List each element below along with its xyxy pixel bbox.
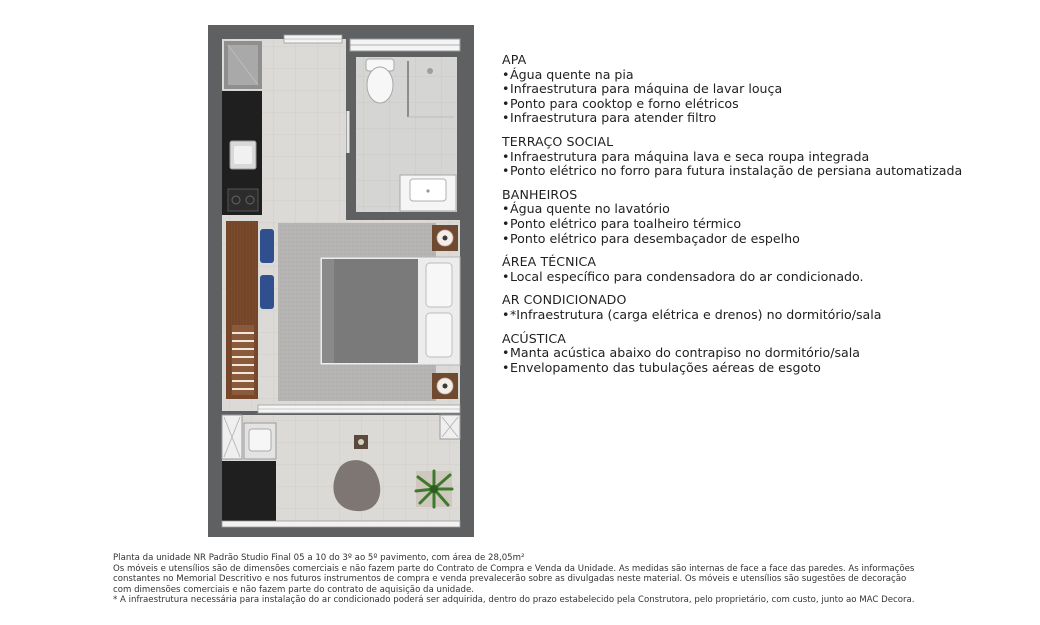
table-icon bbox=[354, 435, 368, 449]
spec-item-text: Infraestrutura para máquina de lavar louça bbox=[510, 81, 783, 97]
spec-item-text: *Infraestrutura (carga elétrica e drenos) no dormitório/sala bbox=[510, 306, 882, 322]
bullet-icon: • bbox=[502, 268, 510, 284]
bullet-icon: • bbox=[502, 95, 510, 111]
floor-plan bbox=[208, 25, 474, 537]
plant-icon bbox=[416, 471, 452, 507]
spec-item bbox=[502, 150, 1022, 165]
spec-section bbox=[502, 293, 1022, 322]
spec-item bbox=[502, 361, 1022, 376]
footnotes bbox=[113, 553, 943, 606]
terrace-countertop bbox=[222, 461, 276, 521]
spec-item-text: Ponto elétrico para toalheiro térmico bbox=[510, 215, 742, 231]
plan-caption: Planta da unidade NR Padrão Studio Final 05 a 10 do 3º ao 5º pavimento, com área de 28,05m² bbox=[113, 553, 525, 563]
chair-icon bbox=[260, 229, 274, 263]
spec-section-title: ÁREA TÉCNICA bbox=[502, 254, 597, 270]
spec-item bbox=[502, 82, 1022, 97]
spec-item-text: Ponto elétrico para desembaçador de espelho bbox=[510, 230, 800, 246]
spec-item bbox=[502, 202, 1022, 217]
shower-drain-icon bbox=[427, 68, 433, 74]
spec-section bbox=[502, 53, 1022, 126]
bullet-icon: • bbox=[502, 81, 510, 97]
spec-item-text: Ponto elétrico no forro para futura instalação de persiana automatizada bbox=[510, 163, 963, 179]
spec-item bbox=[502, 346, 1022, 361]
disclaimer-line: constantes no Memorial Descritivo e nos futuros instrumentos de compra e venda prevalecerão sobre as divulgadas neste material. Os móveis e utensílios são sugestões de decoração bbox=[113, 574, 907, 584]
spec-item bbox=[502, 217, 1022, 232]
disclaimer-line: Os móveis e utensílios são de dimensões comerciais e não fazem parte do Contrato de Compra e Venda da Unidade. As medidas são internas de face a face das paredes. As informações bbox=[113, 563, 915, 574]
spec-item bbox=[502, 97, 1022, 112]
spec-item bbox=[502, 111, 1022, 126]
spec-item-text: Água quente na pia bbox=[510, 66, 634, 82]
spec-item-text: Envelopamento das tubulações aéreas de esgoto bbox=[510, 359, 821, 375]
spec-item-text: Água quente no lavatório bbox=[510, 201, 670, 217]
spec-item bbox=[502, 68, 1022, 83]
spec-section-title: AR CONDICIONADO bbox=[502, 292, 627, 308]
spec-item-text: Infraestrutura para atender filtro bbox=[510, 110, 717, 126]
bullet-icon: • bbox=[502, 306, 510, 322]
bathroom-sink-icon bbox=[400, 175, 456, 211]
spec-section-title: ACÚSTICA bbox=[502, 330, 567, 346]
spec-section-title: TERRAÇO SOCIAL bbox=[502, 133, 614, 149]
washer-icon bbox=[244, 423, 276, 459]
toilet-icon bbox=[366, 59, 394, 103]
spec-item bbox=[502, 164, 1022, 179]
bullet-icon: • bbox=[502, 163, 510, 179]
disclaimer-line: com dimensões comerciais e não fazem parte do contrato de aquisição da unidade. bbox=[113, 584, 474, 595]
bullet-icon: • bbox=[502, 215, 510, 231]
spec-items bbox=[502, 308, 1022, 323]
spec-items bbox=[502, 270, 1022, 285]
kitchen-sink-icon bbox=[230, 141, 256, 169]
spec-items bbox=[502, 346, 1022, 375]
spec-section bbox=[502, 135, 1022, 179]
spec-section-title: BANHEIROS bbox=[502, 186, 578, 202]
bullet-icon: • bbox=[502, 66, 510, 82]
bullet-icon: • bbox=[502, 110, 510, 126]
specifications-list bbox=[502, 53, 1022, 384]
spec-item bbox=[502, 308, 1022, 323]
spec-section-title: APA bbox=[502, 52, 527, 67]
spec-item bbox=[502, 232, 1022, 247]
bathroom-wall-bottom bbox=[346, 212, 460, 220]
bullet-icon: • bbox=[502, 359, 510, 375]
fridge-icon bbox=[224, 41, 262, 89]
spec-items bbox=[502, 202, 1022, 246]
ac-footnote: * A infraestrutura necessária para instalação do ar condicionado poderá ser adquirida, dentro do prazo estabelecido pela Construtora, pelo proprietário, com custo, junto ao MAC Decora. bbox=[113, 595, 915, 605]
terrace-railing bbox=[222, 521, 460, 527]
spec-item-text: Ponto para cooktop e forno elétricos bbox=[510, 95, 739, 111]
lamp-icon bbox=[432, 225, 458, 251]
chair-icon bbox=[260, 275, 274, 309]
cooktop-icon bbox=[228, 189, 258, 211]
bullet-icon: • bbox=[502, 345, 510, 361]
spec-item-text: Local específico para condensadora do ar condicionado. bbox=[510, 268, 864, 284]
lamp-icon bbox=[432, 373, 458, 399]
spec-items bbox=[502, 150, 1022, 179]
spec-item bbox=[502, 270, 1022, 285]
clothes-rack-icon bbox=[232, 325, 254, 395]
spec-items bbox=[502, 68, 1022, 126]
spec-section bbox=[502, 332, 1022, 376]
spec-item-text: Infraestrutura para máquina lava e seca roupa integrada bbox=[510, 148, 870, 164]
bullet-icon: • bbox=[502, 201, 510, 217]
bullet-icon: • bbox=[502, 148, 510, 164]
spec-item-text: Manta acústica abaixo do contrapiso no dormitório/sala bbox=[510, 345, 860, 361]
bed-icon bbox=[320, 257, 460, 365]
bullet-icon: • bbox=[502, 230, 510, 246]
spec-section bbox=[502, 188, 1022, 246]
spec-section bbox=[502, 255, 1022, 284]
